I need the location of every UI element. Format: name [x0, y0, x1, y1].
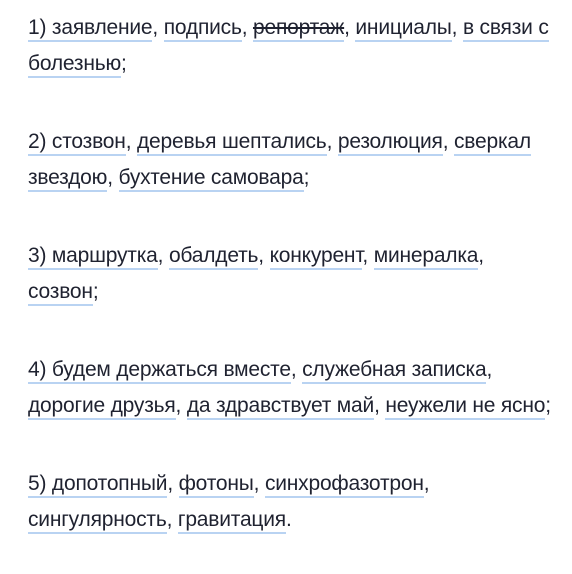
separator: ; — [121, 52, 127, 75]
option-phrase[interactable] — [28, 244, 158, 270]
option-phrase[interactable]: подпись — [164, 16, 242, 42]
answer-option — [28, 466, 558, 538]
option-phrase-text: будем держаться вместе — [51, 358, 291, 381]
separator: ; — [303, 166, 310, 189]
option-number: 5) — [28, 472, 47, 495]
separator: , — [362, 244, 374, 267]
option-number: 2) — [28, 130, 47, 153]
option-phrase[interactable]: деревья шептались — [137, 130, 327, 156]
option-phrase[interactable] — [28, 472, 167, 498]
answer-options-list — [28, 10, 558, 538]
separator: . — [285, 508, 292, 531]
separator: , — [486, 358, 493, 381]
option-number: 3) — [28, 244, 47, 267]
separator: , — [423, 472, 430, 495]
option-phrase[interactable] — [28, 358, 291, 384]
separator: , — [258, 244, 270, 267]
separator: , — [107, 166, 119, 189]
separator: , — [344, 16, 356, 39]
option-phrase-struck[interactable]: репортаж — [253, 16, 344, 42]
option-phrase[interactable]: резолюция — [338, 130, 443, 156]
option-phrase[interactable]: служебная записка — [302, 358, 486, 384]
separator: , — [125, 130, 137, 153]
separator: , — [152, 16, 164, 39]
answer-option — [28, 352, 558, 424]
option-phrase[interactable]: сверкал звездою — [28, 130, 531, 192]
option-phrase[interactable]: бухтение самовара — [119, 166, 304, 192]
separator: , — [157, 244, 169, 267]
option-phrase[interactable] — [28, 130, 126, 156]
option-phrase[interactable]: конкурент — [270, 244, 363, 270]
option-phrase[interactable]: обалдеть — [169, 244, 258, 270]
separator: , — [241, 16, 253, 39]
separator: , — [326, 130, 338, 153]
option-phrase[interactable]: сингулярность — [28, 508, 167, 534]
separator: , — [253, 472, 265, 495]
option-phrase[interactable]: неужели не ясно — [385, 394, 545, 420]
option-phrase[interactable]: фотоны — [179, 472, 254, 498]
separator: ; — [545, 394, 551, 417]
option-phrase-text: заявление — [51, 16, 153, 39]
separator: ; — [92, 280, 99, 303]
option-phrase[interactable]: синхрофазотрон — [265, 472, 424, 498]
answer-option — [28, 124, 558, 196]
option-phrase[interactable]: да здравствует май — [187, 394, 374, 420]
separator: , — [175, 394, 187, 417]
separator: , — [478, 244, 484, 267]
option-number: 1) — [28, 16, 47, 39]
option-phrase[interactable] — [28, 16, 152, 42]
option-phrase-text: маршрутка — [51, 244, 158, 267]
separator: , — [167, 472, 179, 495]
separator: , — [442, 130, 454, 153]
option-phrase-text: стозвон — [51, 130, 126, 153]
option-phrase[interactable]: минералка — [374, 244, 479, 270]
option-phrase[interactable]: в связи с болезнью — [28, 16, 549, 78]
option-phrase[interactable]: дорогие друзья — [28, 394, 176, 420]
option-number: 4) — [28, 358, 47, 381]
separator: , — [290, 358, 303, 381]
separator: , — [451, 16, 463, 39]
answer-option — [28, 238, 558, 310]
option-phrase[interactable]: инициалы — [355, 16, 451, 42]
option-phrase-text: допотопный — [51, 472, 168, 495]
separator: , — [166, 508, 178, 531]
separator: , — [374, 394, 386, 417]
option-phrase[interactable]: созвон — [28, 280, 93, 306]
answer-option — [28, 10, 558, 82]
option-phrase[interactable]: гравитация — [178, 508, 286, 534]
